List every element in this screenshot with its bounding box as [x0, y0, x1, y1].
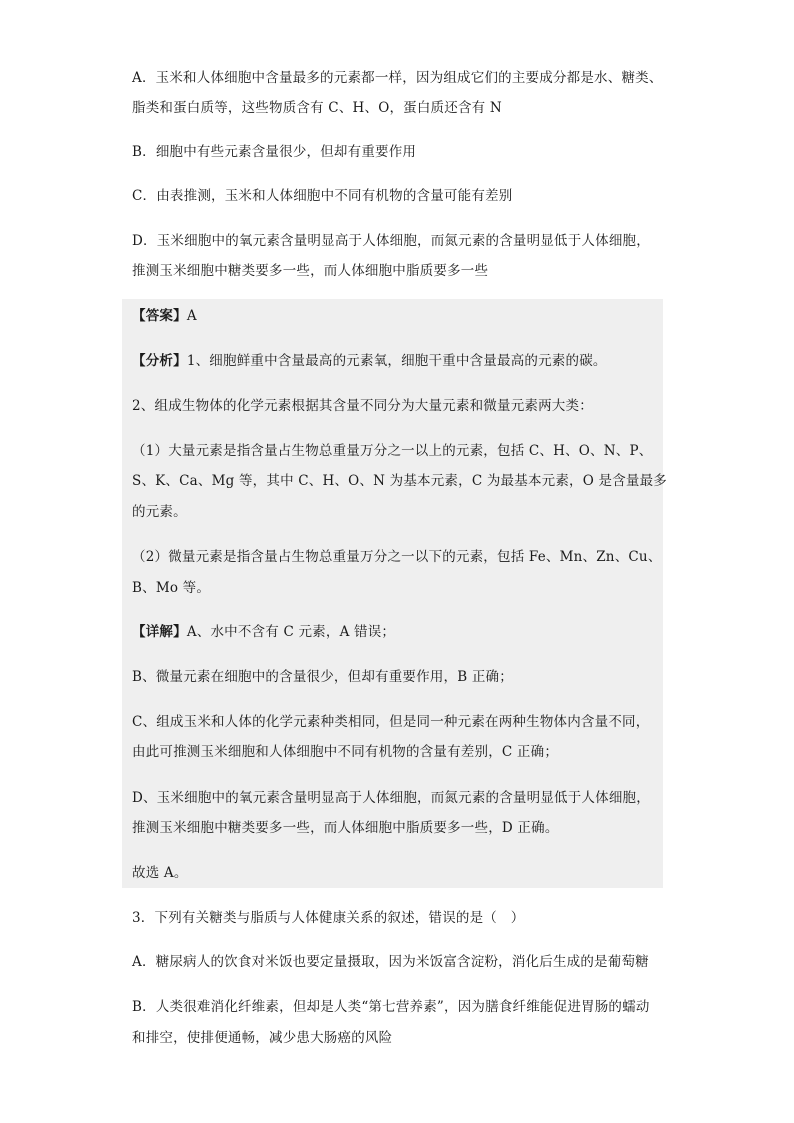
conclusion-line: 故选 A。 [132, 865, 188, 881]
q2-option-a-line2: 脂类和蛋白质等，这些物质含有 C、H、O，蛋白质还含有 N [132, 100, 502, 116]
macro-element-line3: 的元素。 [132, 504, 187, 520]
q2-option-d-line1: D．玉米细胞中的氧元素含量明显高于人体细胞，而氮元素的含量明显低于人体细胞， [132, 233, 650, 249]
micro-element-line1: （2）微量元素是指含量占生物总重量万分之一以下的元素，包括 Fe、Mn、Zn、Cu、 [132, 549, 662, 565]
analysis-point-2: 2、组成生物体的化学元素根据其含量不同分为大量元素和微量元素两大类： [132, 398, 593, 414]
answer-tag: 【答案】 [132, 308, 187, 324]
detail-line-d2: 推测玉米细胞中糖类要多一些，而人体细胞中脂质要多一些，D 正确。 [132, 820, 559, 836]
analysis-line [132, 350, 672, 372]
q3-option-b-line2: 和排空，使排便通畅，减少患大肠癌的风险 [132, 1030, 393, 1046]
macro-element-line1: （1）大量元素是指含量占生物总重量万分之一以上的元素，包括 C、H、O、N、P、 [132, 443, 653, 459]
q3-stem: 3．下列有关糖类与脂质与人体健康关系的叙述，错误的是（ ） [132, 910, 525, 926]
detail-a-text: A、水中不含有 C 元素，A 错误； [186, 624, 396, 640]
macro-element-line2: S、K、Ca、Mg 等，其中 C、H、O、N 为基本元素，C 为最基本元素，O 是含量最多 [132, 473, 668, 489]
analysis-tag: 【分析】 [132, 353, 187, 369]
q2-option-d-line2: 推测玉米细胞中糖类要多一些，而人体细胞中脂质要多一些 [132, 263, 489, 279]
q2-option-c: C．由表推测，玉米和人体细胞中不同有机物的含量可能有差别 [132, 188, 513, 204]
detail-line-b: B、微量元素在细胞中的含量很少，但却有重要作用，B 正确； [132, 669, 513, 685]
detail-line-c2: 由此可推测玉米细胞和人体细胞中不同有机物的含量有差别，C 正确； [132, 744, 559, 760]
analysis-text: 1、细胞鲜重中含量最高的元素氧，细胞干重中含量最高的元素的碳。 [186, 353, 607, 369]
detail-line-a [132, 621, 672, 643]
q2-option-b: B．细胞中有些元素含量很少，但却有重要作用 [132, 144, 417, 160]
q3-option-a: A．糖尿病人的饮食对米饭也要定量摄取，因为米饭富含淀粉，消化后生成的是葡萄糖 [132, 954, 649, 970]
answer-line [132, 305, 672, 327]
detail-tag: 【详解】 [132, 624, 187, 640]
detail-line-c1: C、组成玉米和人体的化学元素种类相同，但是同一种元素在两种生物体内含量不同， [132, 714, 650, 730]
q2-option-a-line1: A．玉米和人体细胞中含量最多的元素都一样，因为组成它们的主要成分都是水、糖类、 [132, 70, 663, 86]
micro-element-line2: B、Mo 等。 [132, 580, 211, 596]
answer-value: A [186, 308, 197, 324]
detail-line-d1: D、玉米细胞中的氧元素含量明显高于人体细胞，而氮元素的含量明显低于人体细胞， [132, 790, 650, 806]
q3-option-b-line1: B．人类很难消化纤维素，但却是人类“第七营养素”，因为膳食纤维能促进胃肠的蠕动 [132, 999, 650, 1015]
